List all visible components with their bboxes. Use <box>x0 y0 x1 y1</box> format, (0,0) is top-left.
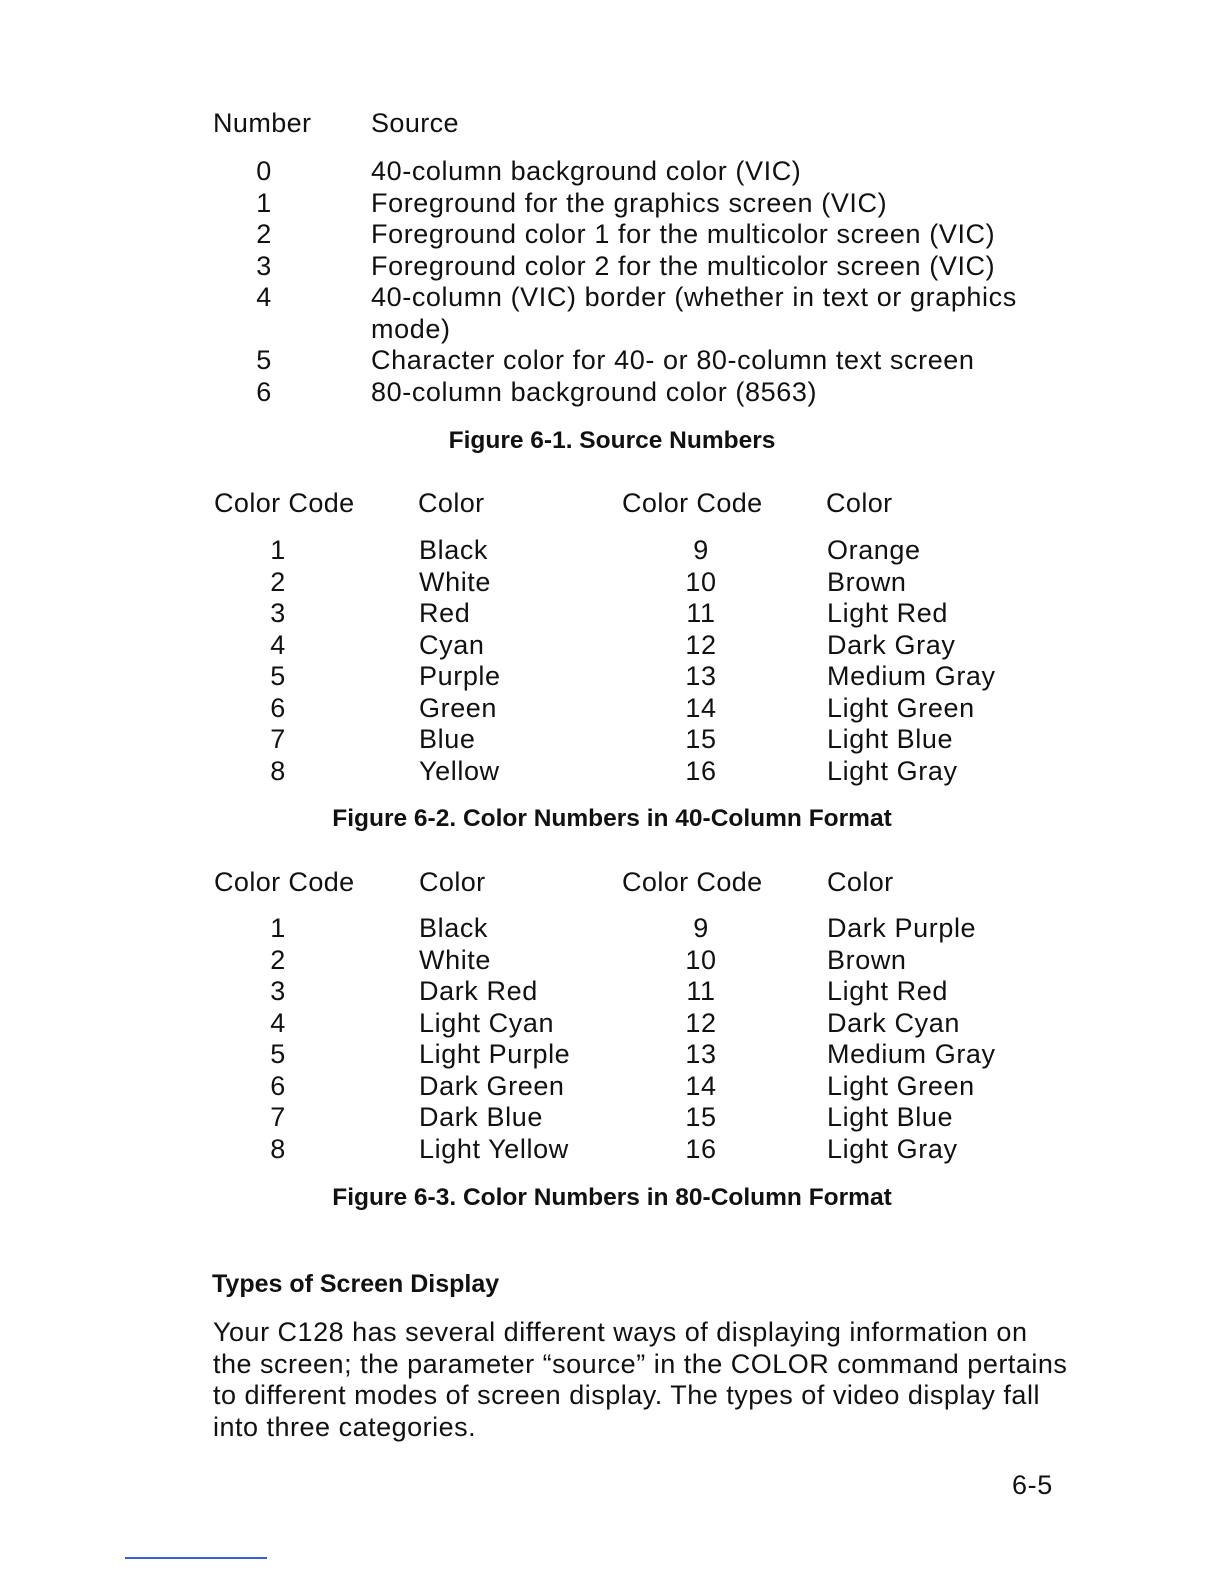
color-name: Orange <box>827 535 921 565</box>
color-name: Medium Gray <box>827 1039 996 1069</box>
header-color: Color <box>418 488 485 518</box>
footer-rule <box>125 1557 267 1559</box>
header-color: Color <box>419 867 486 897</box>
color-name: Light Yellow <box>419 1133 569 1164</box>
color-code: 3 <box>270 598 286 628</box>
figure-caption: Figure 6-1. Source Numbers <box>448 427 776 454</box>
color-code: 10 <box>685 566 717 597</box>
source-description: 40-column (VIC) border (whether in text or graphics <box>371 282 1017 312</box>
color-name: Blue <box>419 724 476 754</box>
source-number: 5 <box>256 345 272 375</box>
color-code: 9 <box>693 913 709 943</box>
color-name: Light Green <box>827 1070 975 1101</box>
color-name: Medium Gray <box>827 661 996 691</box>
color-name: Black <box>419 535 489 565</box>
color-code: 1 <box>270 535 286 565</box>
page-number: 6-5 <box>1012 1470 1053 1500</box>
color-code: 14 <box>685 1070 717 1101</box>
color-code: 7 <box>270 724 286 754</box>
color-name: Brown <box>827 566 907 597</box>
color-code: 6 <box>270 692 286 723</box>
color-code: 16 <box>685 755 717 786</box>
color-code: 7 <box>270 1102 286 1132</box>
color-code: 8 <box>270 755 286 786</box>
color-name: Dark Cyan <box>827 1007 960 1038</box>
color-name: Yellow <box>419 755 500 786</box>
header-color-code: Color Code <box>214 488 355 518</box>
color-code: 11 <box>686 598 716 628</box>
color-name: Red <box>419 598 471 628</box>
color-code: 4 <box>270 1007 286 1038</box>
color-name: Dark Green <box>419 1070 565 1101</box>
figure-caption: Figure 6-3. Color Numbers in 80-Column Format <box>332 1184 892 1211</box>
color-name: Light Gray <box>827 755 958 786</box>
color-code: 1 <box>270 913 286 943</box>
color-code: 15 <box>685 1102 717 1132</box>
color-code: 10 <box>685 944 717 975</box>
color-code: 12 <box>685 1007 717 1038</box>
source-number: 3 <box>256 250 272 281</box>
color-code: 6 <box>270 1070 286 1101</box>
color-name: Light Purple <box>419 1039 571 1069</box>
color-code: 11 <box>686 976 716 1006</box>
source-number: 2 <box>256 219 272 249</box>
source-description: Foreground color 1 for the multicolor screen (VIC) <box>371 219 996 249</box>
source-description: Character color for 40- or 80-column text screen <box>371 345 975 375</box>
color-name: Dark Blue <box>419 1102 543 1132</box>
color-code: 15 <box>685 724 717 754</box>
source-description: 80-column background color (8563) <box>371 376 818 407</box>
source-description-continuation: mode) <box>371 313 451 344</box>
color-code: 16 <box>685 1133 717 1164</box>
color-code: 3 <box>270 976 286 1006</box>
color-name: Black <box>419 913 489 943</box>
source-number: 0 <box>256 156 272 186</box>
figure-caption: Figure 6-2. Color Numbers in 40-Column Format <box>332 805 892 832</box>
color-code: 2 <box>270 566 286 597</box>
source-description: Foreground for the graphics screen (VIC) <box>371 187 888 218</box>
color-code: 5 <box>270 1039 286 1069</box>
color-name: Brown <box>827 944 907 975</box>
source-number: 1 <box>256 187 272 218</box>
body-paragraph: Your C128 has several different ways of displaying information on the screen; the parameter “source” in the COLOR command pertains to different modes of screen display. The types of video display fall into three categories. <box>213 1317 1068 1442</box>
color-name: Light Green <box>827 692 975 723</box>
color-name: Dark Red <box>419 976 538 1006</box>
header-color: Color <box>826 488 893 518</box>
color-code: 14 <box>685 692 717 723</box>
header-source: Source <box>371 108 459 138</box>
color-name: Light Cyan <box>419 1007 555 1038</box>
color-name: Light Blue <box>827 1102 954 1132</box>
color-name: White <box>419 944 492 975</box>
color-code: 8 <box>270 1133 286 1164</box>
color-code: 13 <box>685 1039 717 1069</box>
color-name: White <box>419 566 492 597</box>
color-name: Green <box>419 692 498 723</box>
color-name: Cyan <box>419 629 485 660</box>
color-name: Light Gray <box>827 1133 958 1164</box>
color-name: Purple <box>419 661 501 691</box>
source-description: 40-column background color (VIC) <box>371 156 802 186</box>
header-number: Number <box>213 108 312 138</box>
header-color-code: Color Code <box>214 867 355 897</box>
source-number: 6 <box>256 376 272 407</box>
color-name: Dark Gray <box>827 629 956 660</box>
source-number: 4 <box>256 282 272 312</box>
color-code: 4 <box>270 629 286 660</box>
header-color-code: Color Code <box>622 488 763 518</box>
color-name: Light Red <box>827 976 948 1006</box>
color-name: Dark Purple <box>827 913 977 943</box>
color-code: 9 <box>693 535 709 565</box>
color-code: 5 <box>270 661 286 691</box>
color-code: 2 <box>270 944 286 975</box>
color-code: 12 <box>685 629 717 660</box>
color-name: Light Red <box>827 598 948 628</box>
source-description: Foreground color 2 for the multicolor screen (VIC) <box>371 250 996 281</box>
color-code: 13 <box>685 661 717 691</box>
header-color-code: Color Code <box>622 867 763 897</box>
section-heading: Types of Screen Display <box>212 1270 500 1298</box>
color-name: Light Blue <box>827 724 954 754</box>
header-color: Color <box>827 867 894 897</box>
